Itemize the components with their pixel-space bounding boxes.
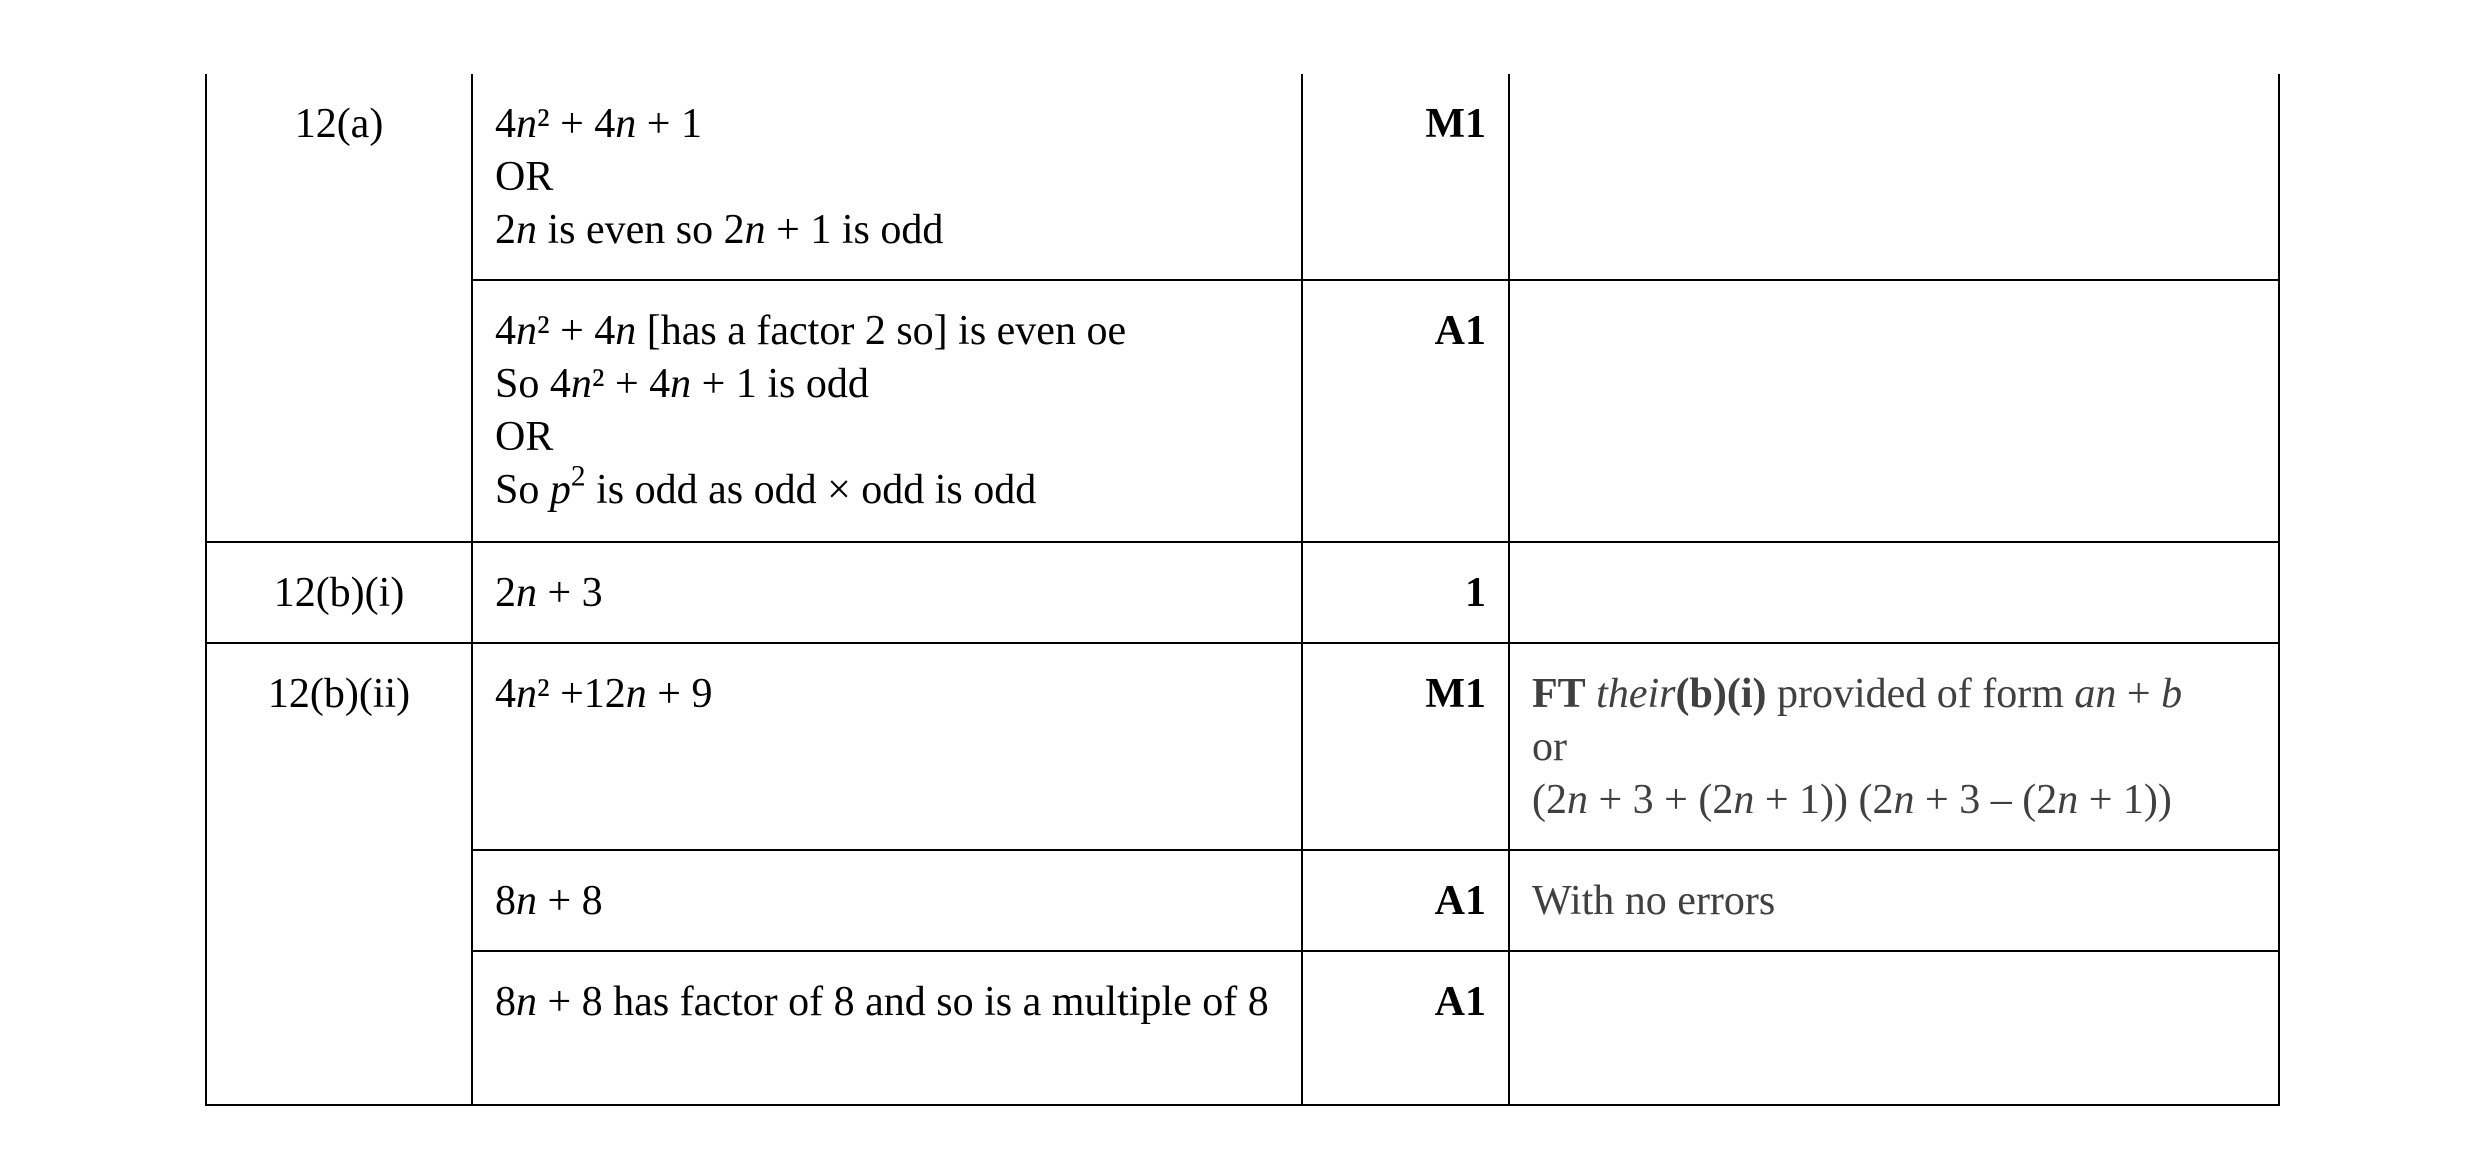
mark-code: M1 bbox=[1425, 671, 1486, 717]
answer-line: So 4n² + 4n + 1 is odd bbox=[495, 361, 869, 407]
answer-line: 4n² + 4n + 1 bbox=[495, 101, 702, 147]
mark-scheme-table bbox=[205, 74, 2280, 1106]
table-row bbox=[206, 951, 2279, 1105]
answer-cell bbox=[472, 74, 1302, 280]
guidance-cell bbox=[1509, 951, 2279, 1105]
mark-cell bbox=[1302, 542, 1509, 643]
guidance-line: or bbox=[1532, 724, 1567, 770]
mark-code: A1 bbox=[1434, 979, 1486, 1025]
answer-line: So $p^2$ is odd as odd × odd is odd bbox=[495, 460, 1037, 513]
mark-code: 1 bbox=[1465, 570, 1486, 616]
question-number-cell bbox=[206, 643, 472, 1105]
answer-line: 2n is even so 2n + 1 is odd bbox=[495, 207, 944, 253]
guidance-line: FT their(b)(i) provided of form an + b bbox=[1532, 671, 2183, 717]
answer-line: OR bbox=[495, 154, 554, 200]
mark-cell bbox=[1302, 643, 1509, 850]
answer-cell bbox=[472, 850, 1302, 951]
guidance-cell bbox=[1509, 542, 2279, 643]
mark-cell bbox=[1302, 280, 1509, 542]
answer-cell bbox=[472, 951, 1302, 1105]
answer-line: OR bbox=[495, 414, 554, 460]
answer-cell bbox=[472, 542, 1302, 643]
question-number-cell bbox=[206, 74, 472, 542]
guidance-line: (2n + 3 + (2n + 1)) (2n + 3 – (2n + 1)) bbox=[1532, 777, 2172, 823]
guidance-cell bbox=[1509, 280, 2279, 542]
mark-code: A1 bbox=[1434, 308, 1486, 354]
mark-cell bbox=[1302, 850, 1509, 951]
answer-cell bbox=[472, 643, 1302, 850]
question-number: 12(b)(ii) bbox=[267, 671, 411, 717]
guidance-cell bbox=[1509, 643, 2279, 850]
mark-code: M1 bbox=[1425, 101, 1486, 147]
answer-cell bbox=[472, 280, 1302, 542]
answer-line: 4n² +12n + 9 bbox=[495, 671, 713, 717]
answer-line: 2n + 3 bbox=[495, 570, 603, 616]
table-row bbox=[206, 643, 2279, 850]
table-row bbox=[206, 850, 2279, 951]
answer-line: 8n + 8 has factor of 8 and so is a multiple of 8 bbox=[495, 979, 1269, 1025]
question-number-cell bbox=[206, 542, 472, 643]
table-row bbox=[206, 280, 2279, 542]
table-row bbox=[206, 542, 2279, 643]
question-number: 12(b)(i) bbox=[273, 570, 405, 616]
guidance-cell bbox=[1509, 850, 2279, 951]
mark-code: A1 bbox=[1434, 878, 1486, 924]
mark-cell bbox=[1302, 74, 1509, 280]
guidance-line: With no errors bbox=[1532, 878, 1776, 924]
guidance-cell bbox=[1509, 74, 2279, 280]
answer-line: 4n² + 4n [has a factor 2 so] is even oe bbox=[495, 308, 1127, 354]
question-number: 12(a) bbox=[294, 101, 384, 147]
table-row bbox=[206, 74, 2279, 280]
answer-line: 8n + 8 bbox=[495, 878, 603, 924]
mark-cell bbox=[1302, 951, 1509, 1105]
